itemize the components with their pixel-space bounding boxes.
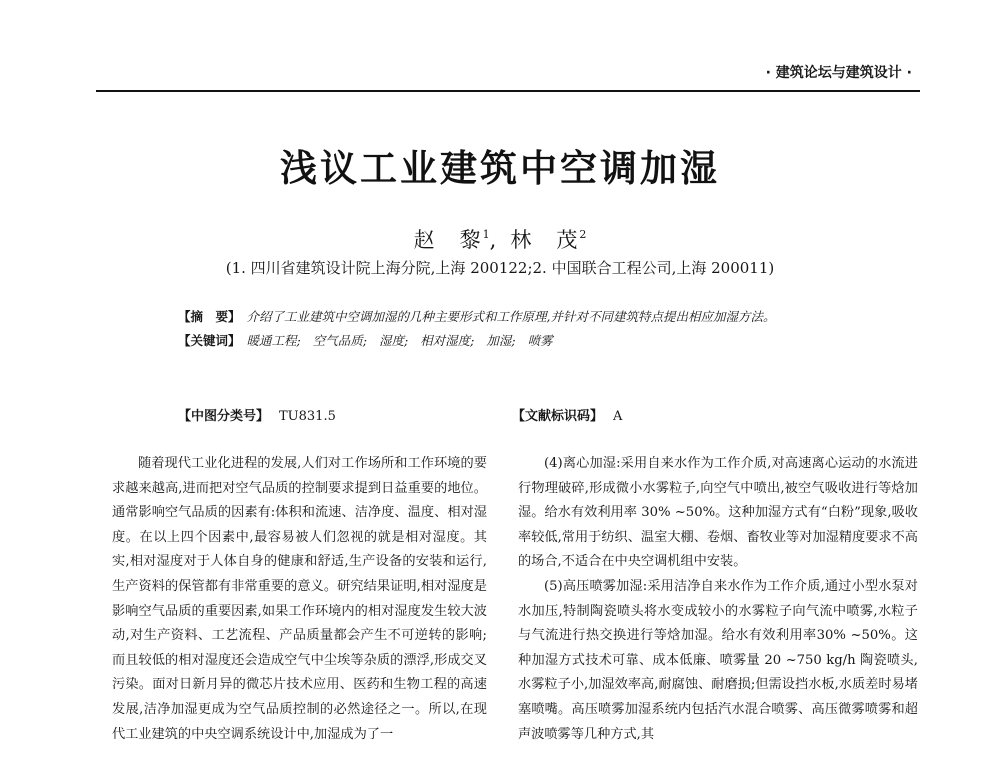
clc-label: 【中图分类号】	[178, 409, 270, 424]
author-separator: ,	[489, 228, 499, 252]
author-name: 赵 黎	[413, 228, 483, 252]
keywords	[150, 329, 860, 353]
clc-value: TU831.5	[279, 409, 336, 424]
keyword: 湿度;	[378, 333, 409, 348]
author-affil-mark: 2	[579, 228, 587, 241]
paper-title: 浅议工业建筑中空调加湿	[280, 147, 720, 190]
doc-code-label: 【文献标识码】	[512, 409, 604, 424]
author-affil-mark: 1	[482, 228, 490, 241]
keyword: 空气品质;	[312, 333, 367, 348]
abstract	[150, 305, 860, 329]
keyword: 暖通工程;	[246, 333, 301, 348]
author-name: 林 茂	[510, 228, 580, 252]
abstract-block	[150, 305, 860, 353]
body-paragraph: (5)高压喷雾加湿:采用洁净自来水作为工作介质,通过小型水泵对水加压,特制陶瓷喷头将水变成较小的水雾粒子向气流中喷雾,水粒子与气流进行热交换进行等焓加湿。给水有效利用率30% ~50%。这种加湿方式技术可靠、成本低廉、喷雾量 20 ~750 kg/h 陶瓷喷头,水雾粒子小,加湿效率高,耐腐蚀、耐磨损;但需设挡水板,水质差时易堵塞喷嘴。高压喷雾加湿系统内包括汽水混合喷雾、高压微雾喷雾和超声波喷雾等几种方式,其	[518, 578, 918, 742]
body-paragraph: 随着现代工业化进程的发展,人们对工作场所和工作环境的要求越来越高,进而把对空气品质的控制要求提到日益重要的地位。通常影响空气品质的因素有:体积和流速、洁净度、温度、相对湿度。在以上四个因素中,最容易被人们忽视的就是相对湿度。其实,相对湿度对于人体自身的健康和舒适,生产设备的安装和运行,生产资料的保管都有非常重要的意义。研究结果证明,相对湿度是影响空气品质的重要因素,如果工作环境内的相对湿度发生较大波动,对生产资料、工艺流程、产品质量都会产生不可逆转的影响;而且较低的相对湿度还会造成空气中尘埃等杂质的漂浮,形成交叉污染。面对日新月异的微芯片技术应用、医药和生物工程的高速发展,洁净加湿更成为空气品质控制的必然途径之一。所以,在现代工业建筑的中央空调系统设计中,加湿成为了一	[112, 456, 487, 742]
keyword: 喷雾	[527, 333, 553, 348]
abstract-text: 介绍了工业建筑中空调加湿的几种主要形式和工作原理,并针对不同建筑特点提出相应加湿方法。	[246, 309, 776, 324]
keywords-label: 【关键词】	[178, 333, 241, 348]
keyword: 相对湿度;	[420, 333, 475, 348]
running-header	[96, 58, 920, 92]
keyword: 加湿;	[486, 333, 516, 348]
affiliation: (1. 四川省建筑设计院上海分院,上海 200122;2. 中国联合工程公司,上海 200011)	[225, 259, 775, 277]
body-paragraph: (4)离心加湿:采用自来水作为工作介质,对高速离心运动的水流进行物理破碎,形成微小水雾粒子,向空气中喷出,被空气吸收进行等焓加湿。给水有效利用率 30% ~50%。这种加湿方式有“白粉”现象,吸收率较低,常用于纺织、温室大棚、卷烟、畜牧业等对加湿精度要求不高的场合,不适合在中央空调机组中安装。	[518, 456, 918, 570]
authors-line	[0, 224, 1000, 254]
running-header-title: · 建筑论坛与建筑设计 ·	[765, 65, 912, 81]
body-column-left	[112, 452, 487, 747]
doc-code-value: A	[613, 409, 623, 424]
document-code	[512, 405, 622, 424]
body-column-right	[518, 452, 918, 747]
abstract-label: 【摘 要】	[178, 309, 241, 324]
clc-classification	[178, 405, 336, 424]
